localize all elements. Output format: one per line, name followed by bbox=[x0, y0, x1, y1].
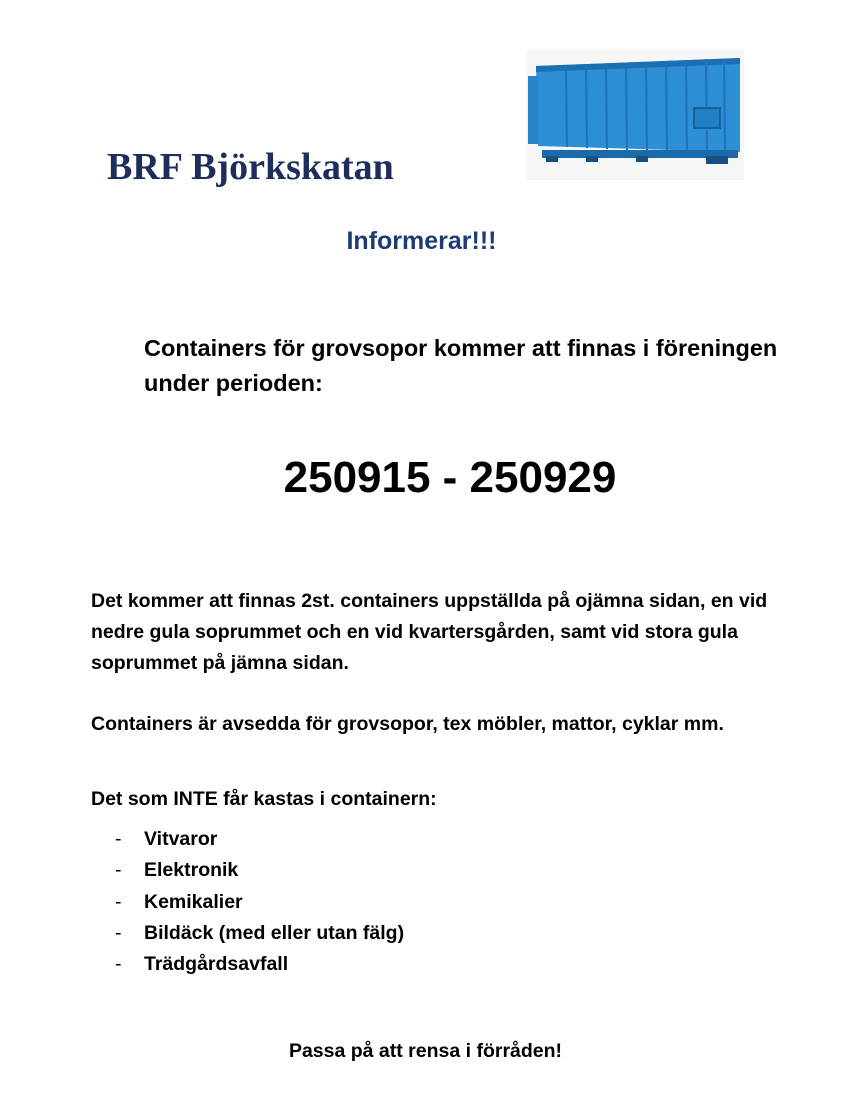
page-subtitle: Informerar!!! bbox=[346, 227, 497, 255]
list-item-text: Bildäck (med eller utan fälg) bbox=[144, 921, 405, 944]
list-item-text: Trädgårdsavfall bbox=[144, 953, 289, 976]
footer-reminder: Passa på att rensa i förråden! bbox=[288, 1040, 563, 1062]
list-dash: - bbox=[115, 953, 122, 976]
list-dash: - bbox=[115, 828, 122, 850]
excluded-heading: Det som INTE får kastas i containern: bbox=[91, 788, 437, 810]
list-item-text: Elektronik bbox=[144, 859, 239, 882]
container-locations-paragraph: Det kommer att finnas 2st. containers uppställda på ojämna sidan, en vid nedre gula soprummet och en vid kvartersgården, samt vid stora gula soprummet på jämna sidan. bbox=[91, 590, 768, 674]
list-item-text: Kemikalier bbox=[144, 890, 243, 913]
container-skip-icon bbox=[526, 50, 744, 180]
allowed-waste-paragraph: Containers är avsedda för grovsopor, tex möbler, mattor, cyklar mm. bbox=[91, 713, 724, 735]
collection-period: 250915 - 250929 bbox=[283, 453, 617, 502]
list-item-text: Vitvaror bbox=[144, 828, 218, 850]
list-dash: - bbox=[115, 890, 122, 913]
organization-name: BRF Björkskatan bbox=[107, 146, 394, 188]
announcement-lead: Containers för grovsopor kommer att finnas i föreningen under perioden: bbox=[144, 335, 778, 396]
list-dash: - bbox=[115, 859, 122, 882]
list-dash: - bbox=[115, 921, 122, 944]
